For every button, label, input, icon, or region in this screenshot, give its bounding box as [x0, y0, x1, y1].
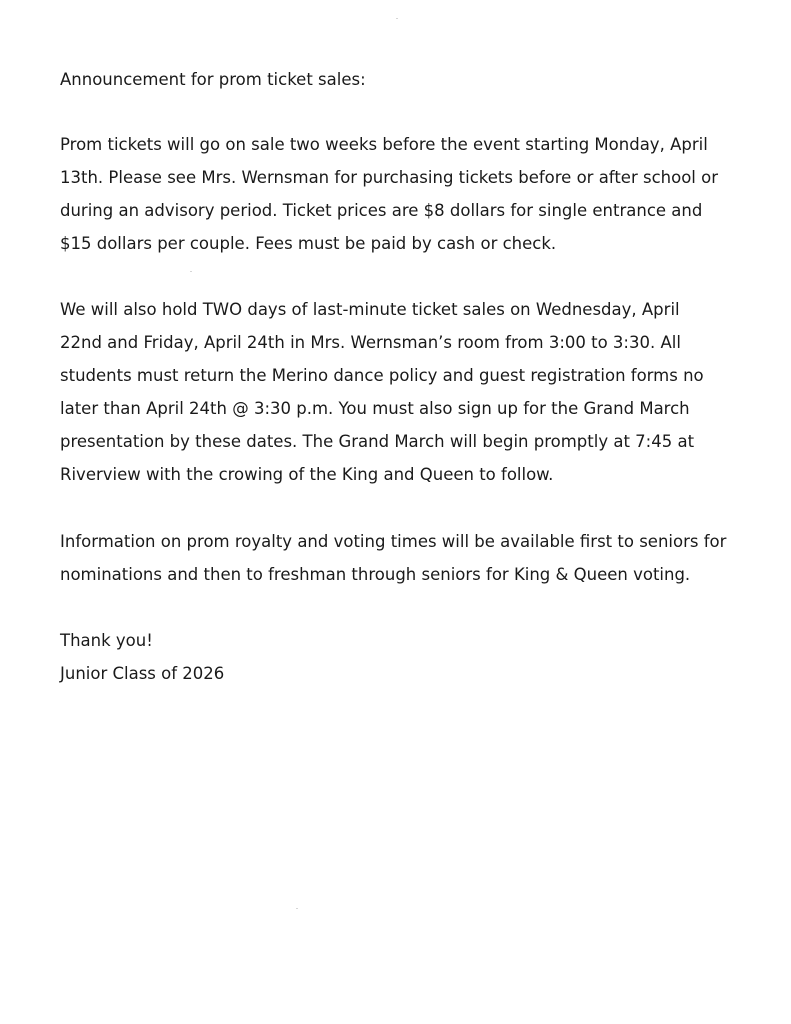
scan-speck [190, 271, 192, 272]
paragraph2-line-5: presentation by these dates. The Grand March will begin promptly at 7:45 at [60, 432, 695, 451]
scan-speck [396, 18, 398, 19]
signature-text: Junior Class of 2026 [60, 664, 225, 683]
paragraph2-line-6: Riverview with the crowing of the King and Queen to follow. [60, 465, 554, 484]
paragraph1-line-3: during an advisory period. Ticket prices are $8 dollars for single entrance and [60, 201, 703, 220]
closing-text: Thank you! [60, 631, 153, 650]
paragraph1-line-1: Prom tickets will go on sale two weeks before the event starting Monday, April [60, 135, 708, 154]
paragraph1-line-4: $15 dollars per couple. Fees must be paid by cash or check. [60, 234, 557, 253]
paragraph2-line-1: We will also hold TWO days of last-minute ticket sales on Wednesday, April [60, 300, 680, 319]
paragraph2-line-2: 22nd and Friday, April 24th in Mrs. Wernsman’s room from 3:00 to 3:30. All [60, 333, 681, 352]
paragraph1-line-2: 13th. Please see Mrs. Wernsman for purchasing tickets before or after school or [60, 168, 718, 187]
paragraph3-line-2: nominations and then to freshman through seniors for King & Queen voting. [60, 565, 691, 584]
paragraph3-line-1: Information on prom royalty and voting times will be available first to seniors for [60, 532, 727, 551]
paragraph2-line-4: later than April 24th @ 3:30 p.m. You must also sign up for the Grand March [60, 399, 690, 418]
paragraph2-line-3: students must return the Merino dance policy and guest registration forms no [60, 366, 704, 385]
announcement-heading: Announcement for prom ticket sales: [60, 70, 366, 89]
scan-speck [296, 908, 298, 909]
